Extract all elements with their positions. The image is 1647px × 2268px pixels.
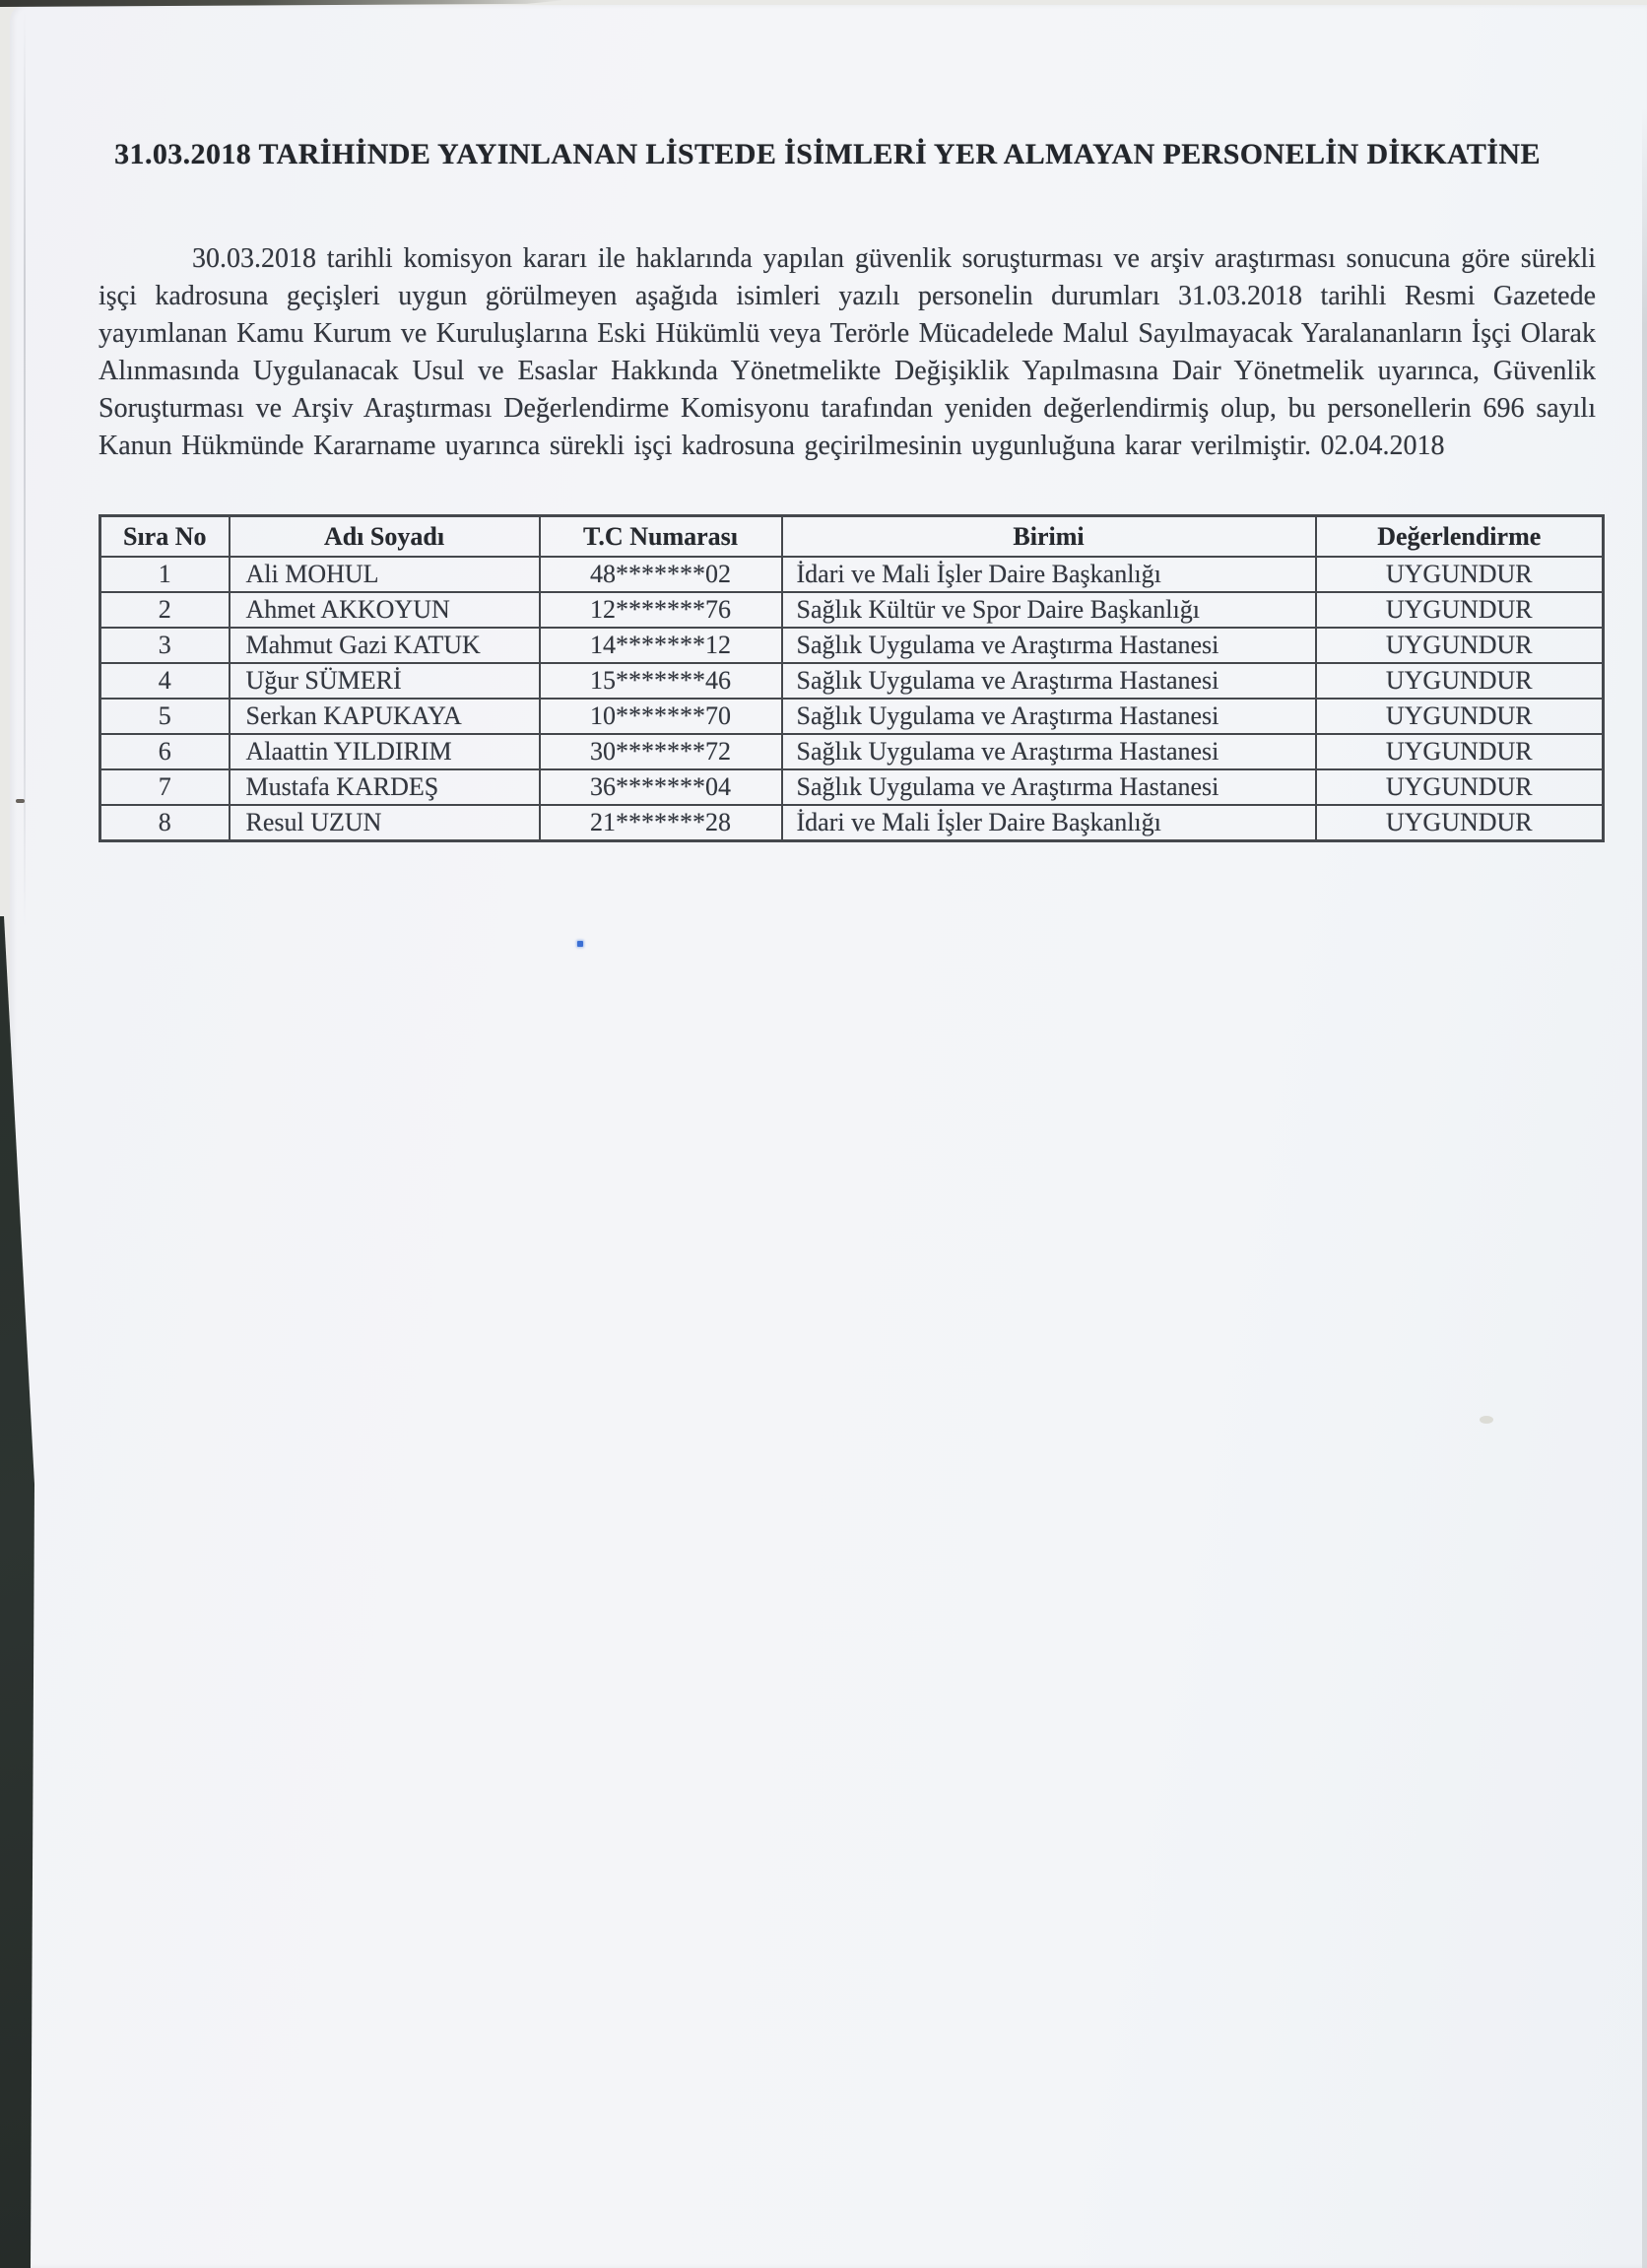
column-header-birimi: Birimi — [782, 516, 1316, 558]
table-header-row — [100, 516, 1604, 558]
personnel-table — [99, 514, 1605, 842]
column-header-tc-numarasi: T.C Numarası — [540, 516, 782, 558]
cell-sira-no: 4 — [100, 663, 230, 699]
table-row — [100, 805, 1604, 841]
cell-sira-no: 6 — [100, 734, 230, 769]
table-row — [100, 663, 1604, 699]
cell-birimi: Sağlık Uygulama ve Araştırma Hastanesi — [782, 663, 1316, 699]
paper-smudge — [1480, 1416, 1493, 1424]
table-row — [100, 734, 1604, 769]
cell-adi-soyadi: Resul UZUN — [230, 805, 540, 841]
cell-birimi: Sağlık Uygulama ve Araştırma Hastanesi — [782, 699, 1316, 734]
cell-adi-soyadi: Serkan KAPUKAYA — [230, 699, 540, 734]
cell-adi-soyadi: Ahmet AKKOYUN — [230, 592, 540, 628]
cell-sira-no: 2 — [100, 592, 230, 628]
cell-tc-numarasi: 36*******04 — [540, 769, 782, 805]
table-body — [100, 557, 1604, 841]
cell-sira-no: 7 — [100, 769, 230, 805]
cell-degerlendirme: UYGUNDUR — [1316, 734, 1604, 769]
cell-degerlendirme: UYGUNDUR — [1316, 557, 1604, 592]
cell-birimi: Sağlık Uygulama ve Araştırma Hastanesi — [782, 628, 1316, 663]
table-row — [100, 557, 1604, 592]
cell-tc-numarasi: 15*******46 — [540, 663, 782, 699]
scan-left-crease — [24, 10, 26, 926]
table-row — [100, 769, 1604, 805]
cell-degerlendirme: UYGUNDUR — [1316, 628, 1604, 663]
cell-adi-soyadi: Uğur SÜMERİ — [230, 663, 540, 699]
cell-tc-numarasi: 12*******76 — [540, 592, 782, 628]
scan-edge-right-shadow — [1642, 108, 1647, 2268]
cell-birimi: Sağlık Kültür ve Spor Daire Başkanlığı — [782, 592, 1316, 628]
cell-tc-numarasi: 10*******70 — [540, 699, 782, 734]
cell-birimi: Sağlık Uygulama ve Araştırma Hastanesi — [782, 769, 1316, 805]
cell-birimi: İdari ve Mali İşler Daire Başkanlığı — [782, 557, 1316, 592]
cell-degerlendirme: UYGUNDUR — [1316, 663, 1604, 699]
cell-adi-soyadi: Mustafa KARDEŞ — [230, 769, 540, 805]
column-header-sira-no: Sıra No — [100, 516, 230, 558]
table-row — [100, 699, 1604, 734]
cell-sira-no: 8 — [100, 805, 230, 841]
cell-degerlendirme: UYGUNDUR — [1316, 592, 1604, 628]
cell-degerlendirme: UYGUNDUR — [1316, 699, 1604, 734]
document-title: 31.03.2018 TARİHİNDE YAYINLANAN LİSTEDE İSİMLERİ YER ALMAYAN PERSONELİN DİKKATİNE — [114, 138, 1541, 170]
cell-sira-no: 5 — [100, 699, 230, 734]
cell-sira-no: 3 — [100, 628, 230, 663]
cell-tc-numarasi: 30*******72 — [540, 734, 782, 769]
ink-speck — [577, 941, 583, 947]
cell-degerlendirme: UYGUNDUR — [1316, 769, 1604, 805]
scan-speck — [16, 799, 25, 803]
document-body-paragraph: 30.03.2018 tarihli komisyon kararı ile haklarında yapılan güvenlik soruşturması ve arşiv araştırması sonucuna göre sürekli işçi kadrosuna geçişleri uygun görülmeyen aşağıda isimleri yazılı personelin durumları 31.03.2018 tarihli Resmi Gazetede yayımlanan Kamu Kurum ve Kuruluşlarına Eski Hükümlü veya Terörle Mücadelede Malul Sayılmayacak Yaralananların İşçi Olarak Alınmasında Uygulanacak Usul ve Esaslar Hakkında Yönetmelikte Değişiklik Yapılmasına Dair Yönetmelik uyarınca, Güvenlik Soruşturması ve Arşiv Araştırması Değerlendirme Komisyonu tarafından yeniden değerlendirmiş olup, bu personellerin 696 sayılı Kanun Hükmünde Kararname uyarınca sürekli işçi kadrosuna geçirilmesinin uygunluğuna karar verilmiştir. 02.04.2018 — [99, 243, 1596, 461]
cell-tc-numarasi: 48*******02 — [540, 557, 782, 592]
cell-tc-numarasi: 21*******28 — [540, 805, 782, 841]
cell-adi-soyadi: Alaattin YILDIRIM — [230, 734, 540, 769]
table-row — [100, 592, 1604, 628]
column-header-degerlendirme: Değerlendirme — [1316, 516, 1604, 558]
cell-birimi: Sağlık Uygulama ve Araştırma Hastanesi — [782, 734, 1316, 769]
cell-adi-soyadi: Mahmut Gazi KATUK — [230, 628, 540, 663]
column-header-adi-soyadi: Adı Soyadı — [230, 516, 540, 558]
cell-sira-no: 1 — [100, 557, 230, 592]
cell-adi-soyadi: Ali MOHUL — [230, 557, 540, 592]
cell-tc-numarasi: 14*******12 — [540, 628, 782, 663]
cell-birimi: İdari ve Mali İşler Daire Başkanlığı — [782, 805, 1316, 841]
table-row — [100, 628, 1604, 663]
cell-degerlendirme: UYGUNDUR — [1316, 805, 1604, 841]
